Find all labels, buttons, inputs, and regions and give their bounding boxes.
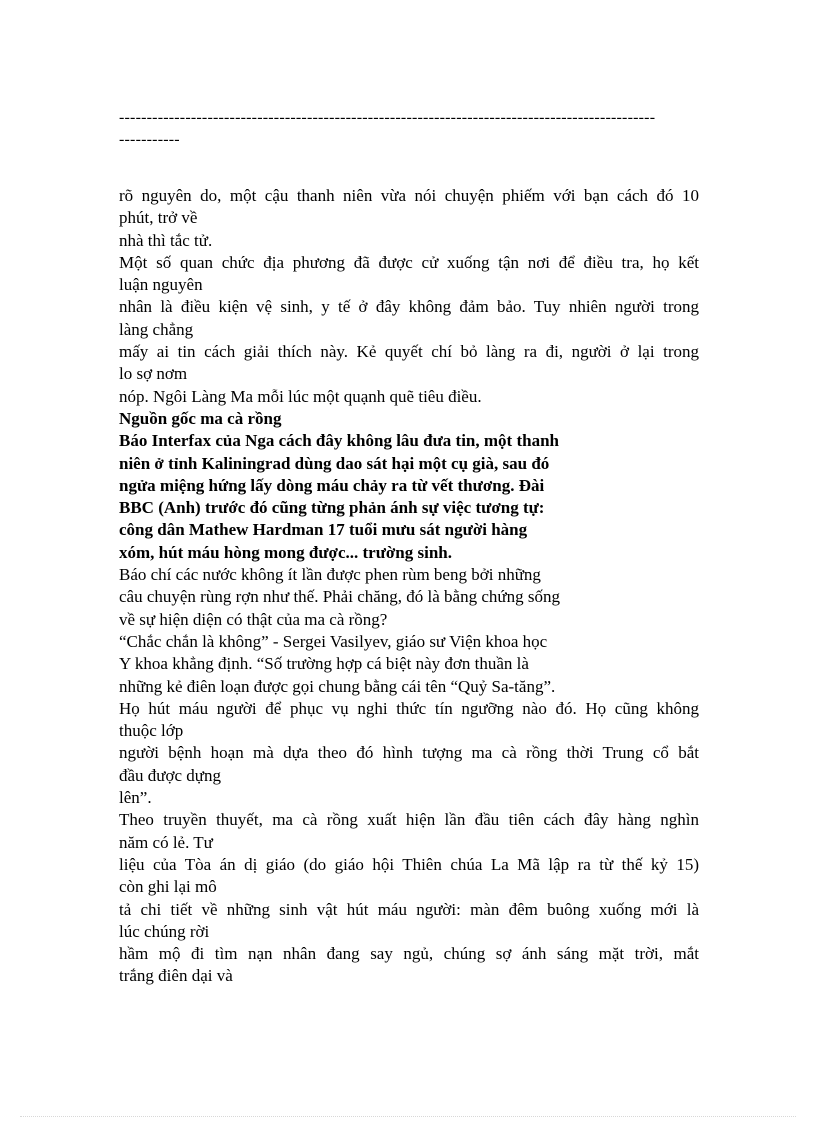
text-line: đầu được dựng (119, 765, 222, 785)
separator-line-2: ----------- (119, 131, 180, 148)
text-line: tả chi tiết về những sinh vật hút máu người: màn đêm buông xuống mới là (119, 899, 699, 919)
text-line: trắng điên dại và (119, 966, 233, 986)
text-line: nhân là điều kiện vệ sinh, y tế ở đây không đảm bảo. Tuy nhiên người trong (119, 297, 699, 317)
text-line: Họ hút máu người để phục vụ nghi thức tín ngưỡng nào đó. Họ cũng không (119, 698, 699, 718)
text-line: lúc chúng rời (119, 921, 210, 941)
text-line: Y khoa khẳng định. “Số trường hợp cá biệt này đơn thuần là (119, 654, 529, 674)
page-bottom-border (20, 1116, 796, 1117)
text-line: mấy ai tin cách giải thích này. Kẻ quyết chí bỏ làng ra đi, người ở lại trong (119, 342, 699, 362)
text-line: người bệnh hoạn mà dựa theo đó hình tượng ma cà rồng thời Trung cổ bắt (119, 743, 699, 763)
text-line: xóm, hút máu hòng mong được... trường sinh. (119, 542, 453, 562)
text-line: lên”. (119, 788, 152, 808)
text-line: liệu của Tòa án dị giáo (do giáo hội Thiên chúa La Mã lập ra từ thế kỷ 15) (119, 854, 699, 874)
text-line: rõ nguyên do, một cậu thanh niên vừa nói chuyện phiếm với bạn cách đó 10 (119, 186, 699, 205)
text-line: về sự hiện diện có thật của ma cà rồng? (119, 609, 388, 629)
text-line: Nguồn gốc ma cà rồng (119, 408, 282, 428)
text-line: Theo truyền thuyết, ma cà rồng xuất hiện lần đầu tiên cách đây hàng nghìn (119, 810, 699, 830)
text-line: luận nguyên (119, 275, 203, 295)
text-line: năm có lẻ. Tư (119, 832, 213, 852)
text-line: thuộc lớp (119, 721, 184, 741)
text-line: nóp. Ngôi Làng Ma mỗi lúc một quạnh quẽ tiêu điều. (119, 386, 482, 406)
text-line: hầm mộ đi tìm nạn nhân đang say ngủ, chúng sợ ánh sáng mặt trời, mắt (119, 944, 699, 964)
separator-line-1: ------------------------------------------------------------------------------------------------- (119, 109, 656, 126)
text-line: công dân Mathew Hardman 17 tuổi mưu sát người hàng (119, 520, 528, 540)
text-line: ngửa miệng hứng lấy dòng máu chảy ra từ vết thương. Đài (119, 475, 545, 495)
text-line: nhà thì tắc tử. (119, 230, 213, 250)
text-line: những kẻ điên loạn được gọi chung bằng cái tên “Quỷ Sa-tăng”. (119, 676, 556, 696)
text-line: niên ở tỉnh Kaliningrad dùng dao sát hại một cụ già, sau đó (119, 453, 550, 473)
text-line: lo sợ nơm (119, 364, 188, 384)
text-line: Một số quan chức địa phương đã được cử xuống tận nơi để điều tra, họ kết (119, 252, 699, 272)
text-line: “Chắc chắn là không” - Sergei Vasilyev, giáo sư Viện khoa học (119, 631, 548, 651)
text-line: Báo chí các nước không ít lần được phen rùm beng bởi những (119, 565, 541, 585)
text-line: còn ghi lại mô (119, 877, 217, 897)
text-line: câu chuyện rùng rợn như thế. Phải chăng, đó là bằng chứng sống (119, 587, 560, 607)
text-line: làng chẳng (119, 319, 194, 339)
text-line: Báo Interfax của Nga cách đây không lâu đưa tin, một thanh (119, 431, 559, 451)
body-text (119, 185, 699, 988)
text-line: BBC (Anh) trước đó cũng từng phản ánh sự việc tương tự: (119, 498, 545, 518)
text-line: phút, trở về (119, 208, 198, 228)
